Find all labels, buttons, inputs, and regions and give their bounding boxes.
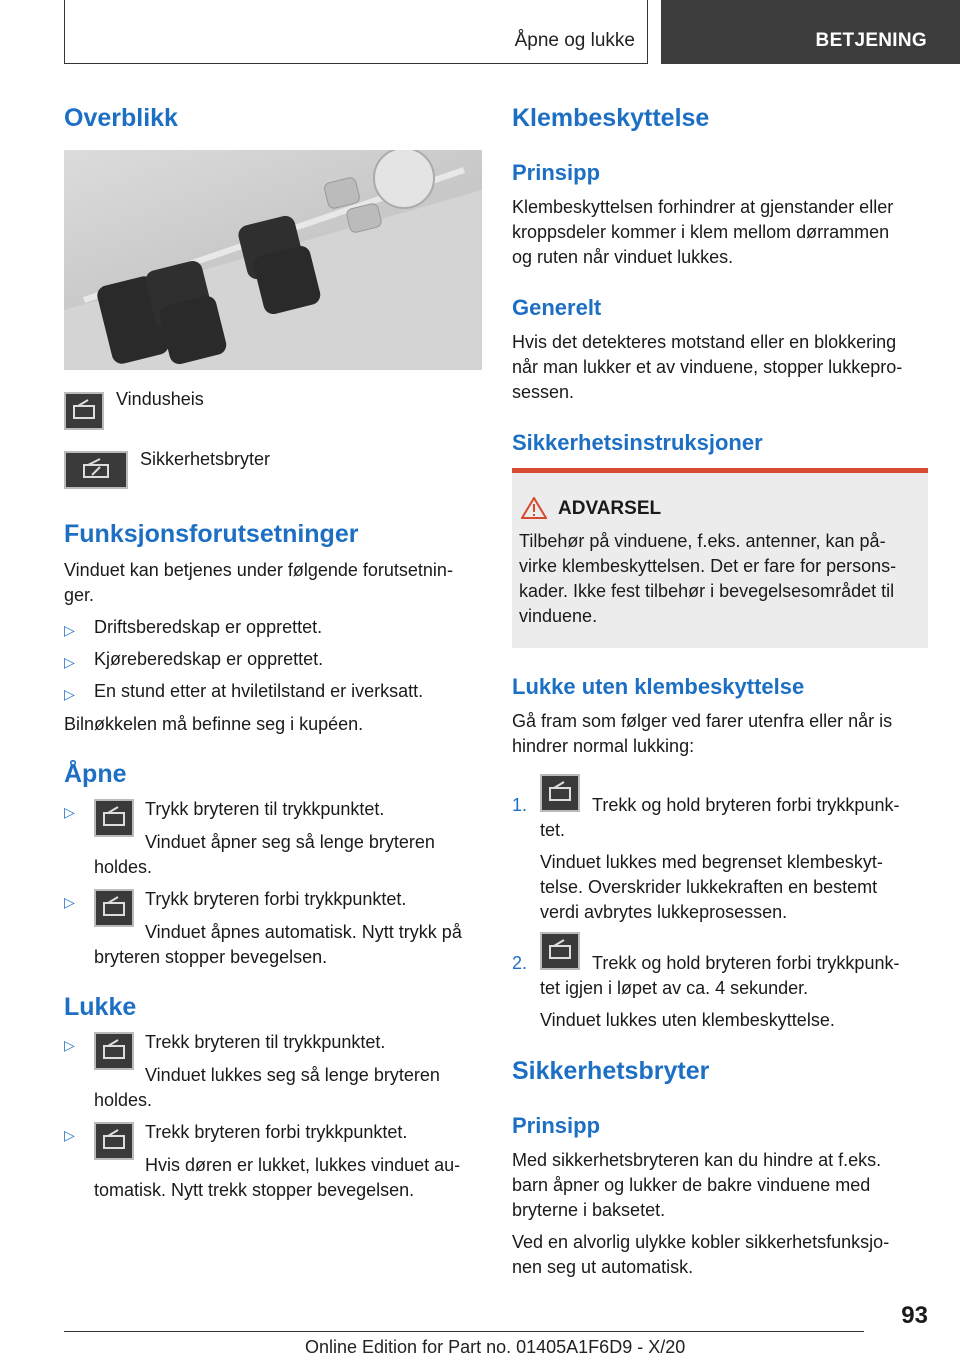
ss-line: Ved en alvorlig ulykke kobler sikkerhetsfunksjo- xyxy=(512,1232,890,1252)
open-result-2-line-2: bryteren stopper bevegelsen. xyxy=(94,947,328,967)
footer-edition: Online Edition for Part no. 01405A1F6D9 - X/20 xyxy=(305,1337,686,1357)
window-lift-switch-icon xyxy=(94,1032,134,1070)
ss-line: bryterne i baksetet. xyxy=(512,1200,666,1220)
step-action-line-2: tet igjen i løpet av ca. 4 sekunder. xyxy=(540,978,809,998)
footer-divider xyxy=(64,1331,864,1332)
page-number: 93 xyxy=(901,1302,928,1329)
principle-title: Prinsipp xyxy=(512,160,601,185)
principle-line: kroppsdeler kommer i klem mellom dørrammen xyxy=(512,222,890,242)
step-result-line: telse. Overskrider lukkekraften en bestemt xyxy=(540,877,878,897)
legend-label-safety-switch: Sikkerhetsbryter xyxy=(140,449,271,469)
warning-line: vinduene. xyxy=(519,606,598,626)
no-pinch-intro: hindrer normal lukking: xyxy=(512,736,695,756)
bullet-icon: ▷ xyxy=(64,622,75,638)
window-lift-switch-icon xyxy=(64,392,104,430)
step-number: 2. xyxy=(512,953,528,973)
safety-instructions-title: Sikkerhetsinstruksjoner xyxy=(512,430,763,455)
window-lift-switch-icon xyxy=(94,799,134,837)
warning-triangle-icon xyxy=(521,497,547,519)
ss-line: nen seg ut automatisk. xyxy=(512,1257,694,1277)
bullet-icon: ▷ xyxy=(64,804,75,820)
close-result-1-line-1: Vinduet lukkes seg så lenge bryteren xyxy=(145,1065,440,1085)
bullet-icon: ▷ xyxy=(64,686,75,702)
warning-label: ADVARSEL xyxy=(558,498,662,519)
func-item: En stund etter at hviletilstand er iverksatt. xyxy=(94,681,424,701)
overview-title: Overblikk xyxy=(64,104,178,132)
open-title: Åpne xyxy=(64,760,127,788)
close-result-1-line-2: holdes. xyxy=(94,1090,153,1110)
bullet-icon: ▷ xyxy=(64,1127,75,1143)
func-note: Bilnøkkelen må befinne seg i kupéen. xyxy=(64,714,364,734)
bullet-icon: ▷ xyxy=(64,894,75,910)
bullet-icon: ▷ xyxy=(64,654,75,670)
warning-line: virke klembeskyttelsen. Det er fare for persons- xyxy=(519,556,897,576)
window-lift-switch-icon xyxy=(540,932,580,970)
safety-switch-icon xyxy=(64,451,128,489)
close-action-2: Trekk bryteren forbi trykkpunktet. xyxy=(145,1122,408,1142)
header-section: BETJENING xyxy=(815,30,927,51)
close-title: Lukke xyxy=(64,993,137,1021)
ss-line: barn åpner og lukker de bakre vinduene med xyxy=(512,1175,871,1195)
no-pinch-title: Lukke uten klembeskyttelse xyxy=(512,674,805,699)
func-intro-line-2: ger. xyxy=(64,585,95,605)
open-result-1-line-1: Vinduet åpner seg så lenge bryteren xyxy=(145,832,435,852)
header-title-box xyxy=(64,0,648,64)
warning-line: Tilbehør på vinduene, f.eks. antenner, kan på- xyxy=(519,531,886,551)
ss-line: Med sikkerhetsbryteren kan du hindre at f.eks. xyxy=(512,1150,882,1170)
ss-principle-title: Prinsipp xyxy=(512,1113,601,1138)
window-switch-illustration xyxy=(64,150,482,370)
legend-label-window-lift: Vindusheis xyxy=(116,389,204,409)
open-result-1-line-2: holdes. xyxy=(94,857,153,877)
general-line: når man lukker et av vinduene, stopper lukkepro- xyxy=(512,357,903,377)
principle-line: Klembeskyttelsen forhindrer at gjenstander eller xyxy=(512,197,894,217)
close-result-2-line-2: tomatisk. Nytt trekk stopper bevegelsen. xyxy=(94,1180,415,1200)
func-title: Funksjonsforutsetninger xyxy=(64,520,359,548)
window-lift-switch-icon xyxy=(94,889,134,927)
window-switch-photo xyxy=(64,150,482,370)
close-action-1: Trekk bryteren til trykkpunktet. xyxy=(145,1032,386,1052)
warning-line: kader. Ikke fest tilbehør i bevegelsesområdet til xyxy=(519,581,895,601)
func-item: Kjøreberedskap er opprettet. xyxy=(94,649,324,669)
func-intro-line-1: Vinduet kan betjenes under følgende forutsetnin- xyxy=(64,560,453,580)
step-action-line-1: Trekk og hold bryteren forbi trykkpunk- xyxy=(592,795,900,815)
step-number: 1. xyxy=(512,795,528,815)
open-action-1: Trykk bryteren til trykkpunktet. xyxy=(145,799,385,819)
principle-line: og ruten når vinduet lukkes. xyxy=(512,247,734,267)
no-pinch-intro: Gå fram som følger ved farer utenfra eller når is xyxy=(512,711,893,731)
pinch-protection-title: Klembeskyttelse xyxy=(512,104,710,132)
warning-box xyxy=(512,468,928,648)
safety-switch-title: Sikkerhetsbryter xyxy=(512,1057,710,1085)
step-result-line: Vinduet lukkes med begrenset klembeskyt- xyxy=(540,852,883,872)
close-result-2-line-1: Hvis døren er lukket, lukkes vinduet au- xyxy=(145,1155,461,1175)
step-action-line-2: tet. xyxy=(540,820,566,840)
general-line: sessen. xyxy=(512,382,575,402)
general-title: Generelt xyxy=(512,295,602,320)
open-result-2-line-1: Vinduet åpnes automatisk. Nytt trykk på xyxy=(145,922,462,942)
step-action-line-1: Trekk og hold bryteren forbi trykkpunk- xyxy=(592,953,900,973)
general-line: Hvis det detekteres motstand eller en blokkering xyxy=(512,332,897,352)
bullet-icon: ▷ xyxy=(64,1037,75,1053)
step-result-line: verdi avbrytes lukkeprosessen. xyxy=(540,902,788,922)
window-lift-switch-icon xyxy=(94,1122,134,1160)
step-result-line: Vinduet lukkes uten klembeskyttelse. xyxy=(540,1010,835,1030)
open-action-2: Trykk bryteren forbi trykkpunktet. xyxy=(145,889,407,909)
func-item: Driftsberedskap er opprettet. xyxy=(94,617,323,637)
header-section-box xyxy=(661,0,960,64)
header-title: Åpne og lukke xyxy=(514,30,635,51)
window-lift-switch-icon xyxy=(540,774,580,812)
